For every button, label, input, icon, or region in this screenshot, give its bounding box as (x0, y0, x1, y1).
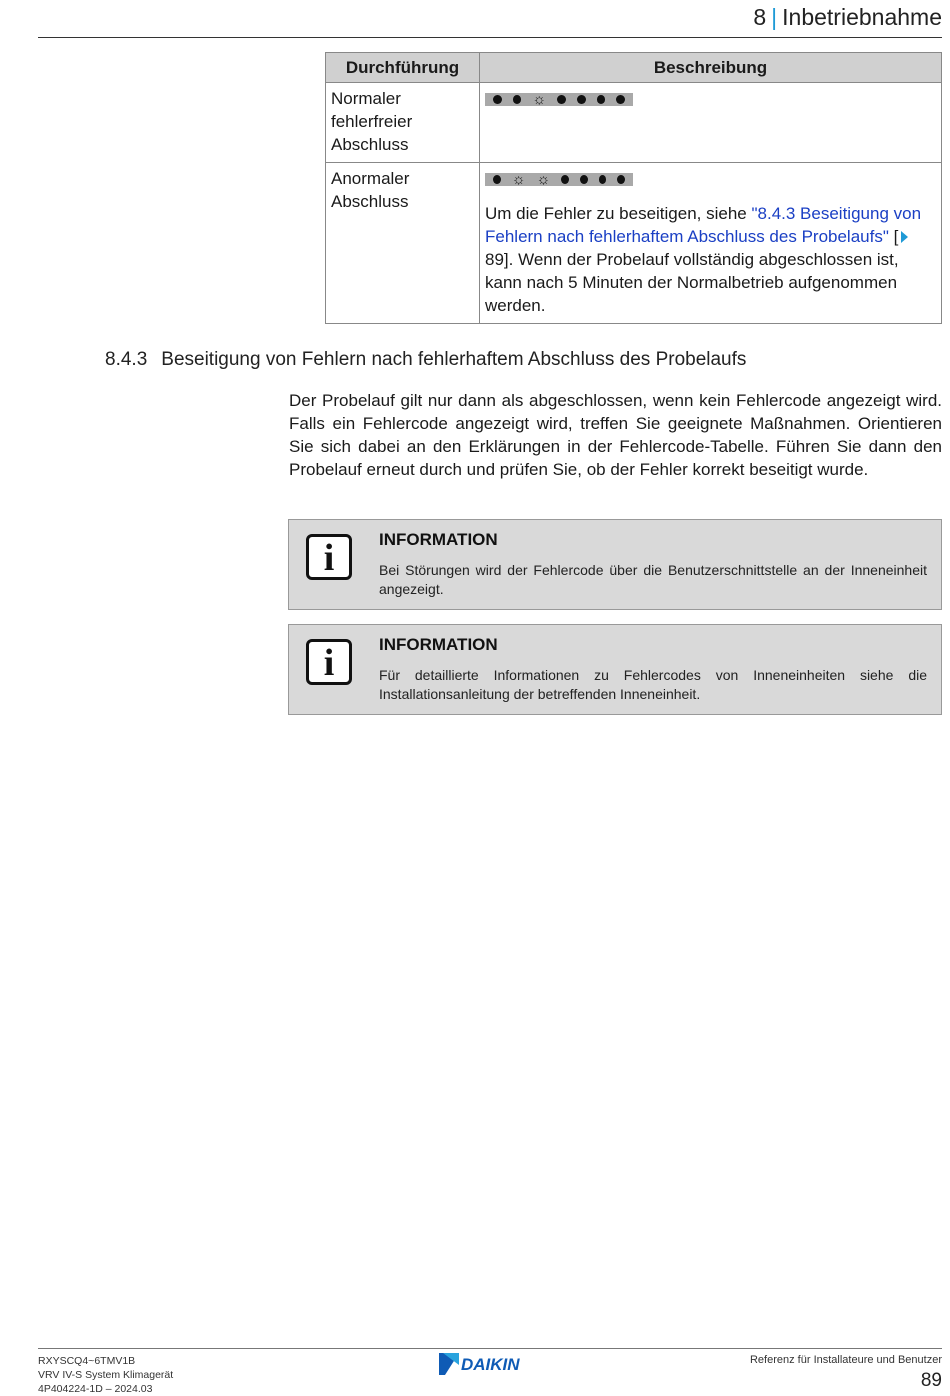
led-on-icon (493, 175, 501, 184)
led-on-icon (513, 95, 522, 104)
section-heading (105, 349, 746, 371)
page-ref-arrow-icon (901, 231, 908, 243)
led-on-icon (557, 95, 566, 104)
chapter-number: 8 (753, 4, 767, 30)
daikin-logo-text: DAIKIN (461, 1355, 520, 1374)
footer-rule (38, 1348, 942, 1349)
led-on-icon (597, 95, 606, 104)
chapter-title: Inbetriebnahme (782, 4, 942, 30)
info-title: INFORMATION (379, 530, 498, 549)
info-text: Bei Störungen wird der Fehlercode über die Benutzerschnittstelle an der Inneneinheit angezeigt. (379, 562, 927, 597)
led-blinking-icon: ☼ (536, 171, 551, 188)
led-on-icon (599, 175, 607, 184)
header-separator: | (771, 4, 778, 30)
page-number: 89 (920, 1370, 942, 1391)
led-blinking-icon: ☼ (511, 171, 526, 188)
info-title: INFORMATION (379, 635, 498, 654)
section-title: Beseitigung von Fehlern nach fehlerhaftem Abschluss des Probelaufs (161, 349, 747, 370)
col-header-description: Beschreibung (480, 53, 942, 83)
footer-product: VRV IV-S System Klimagerät (38, 1369, 174, 1381)
info-icon: i (306, 639, 352, 685)
led-on-icon (580, 175, 588, 184)
section-number: 8.4.3 (105, 349, 148, 370)
led-on-icon (561, 175, 569, 184)
led-on-icon (617, 175, 625, 184)
led-indicator-bar (485, 173, 633, 186)
section-body: Der Probelauf gilt nur dann als abgeschlossen, wenn kein Fehlercode angezeigt wird. Falls ein Fehlercode angezeigt wird, treffen Sie geeignete Maßnahmen. Orientieren Sie sich dabei an den Erklärungen in der Fehlercode-Tabelle. Führen Sie dann den Probelauf erneut durch und prüfen Sie, ob der Fehler korrekt beseitigt wurde. (289, 391, 942, 479)
info-icon: i (306, 534, 352, 580)
table-header-row (326, 53, 942, 83)
led-on-icon (616, 95, 625, 104)
row-label-normal: Normaler fehlerfreier Abschluss (326, 83, 480, 163)
col-header-procedure: Durchführung (326, 53, 480, 83)
page-ref[interactable]: 89 (485, 250, 504, 269)
footer-document-info (38, 1354, 173, 1396)
footer-manual-type: Referenz für Installateure und Benutzer (749, 1354, 942, 1366)
led-on-icon (577, 95, 586, 104)
test-run-result-table (325, 52, 942, 324)
table-row (326, 83, 942, 163)
information-box (288, 624, 942, 715)
daikin-logo (439, 1353, 543, 1375)
footer-model: RXYSCQ4~6TMV1B (38, 1355, 136, 1367)
header-rule (38, 37, 942, 38)
row-desc-normal (480, 83, 942, 163)
chapter-header (753, 4, 942, 31)
table-row (326, 163, 942, 324)
section-link[interactable]: "8.4.3 Beseitigung von Fehlern nach fehlerhaftem Abschluss des Probelaufs" (485, 204, 922, 246)
led-on-icon (493, 95, 502, 104)
row-desc-abnormal (480, 163, 942, 324)
footer-doc-id: 4P404224-1D – 2024.03 (38, 1383, 153, 1395)
led-indicator-bar (485, 93, 633, 106)
abnormal-description: Um die Fehler zu beseitigen, siehe "8.4.3 Beseitigung von Fehlern nach fehlerhaftem Abschluss des Probelaufs" [89]. Wenn der Probelauf vollständig abgeschlossen ist, kann nach 5 Minuten der Normalbetrieb aufgenommen werden. (485, 204, 922, 315)
row-label-abnormal: Anormaler Abschluss (326, 163, 480, 324)
info-text: Für detaillierte Informationen zu Fehlercodes von Inneneinheiten siehe die Installationsanleitung der betreffenden Inneneinheit. (379, 667, 927, 702)
led-blinking-icon: ☼ (532, 91, 547, 108)
information-box (288, 519, 942, 610)
